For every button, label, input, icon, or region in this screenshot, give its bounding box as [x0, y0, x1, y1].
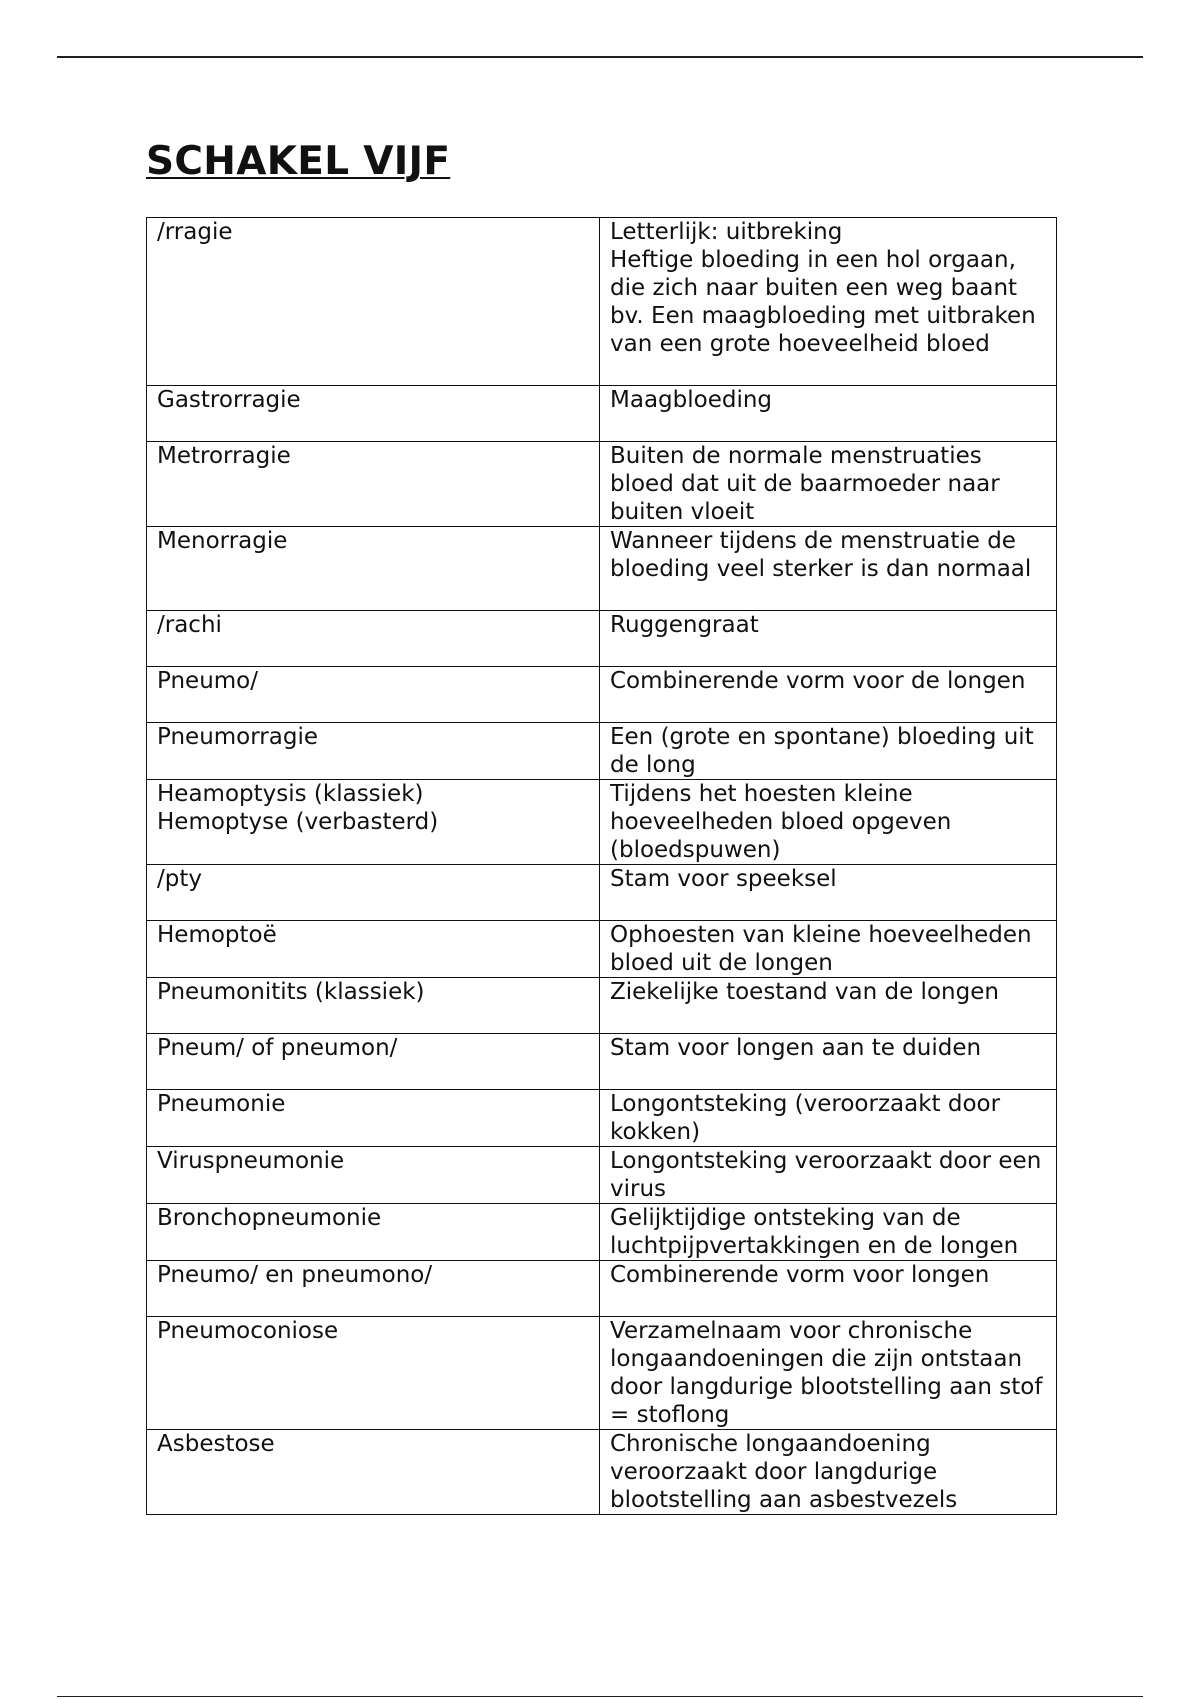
table-row [147, 1261, 1057, 1317]
definition-cell: Longontsteking (veroorzaakt door kokken) [600, 1090, 1057, 1147]
definition-cell: Stam voor longen aan te duiden [600, 1034, 1057, 1090]
definition-cell: Gelijktijdige ontsteking van de luchtpijpvertakkingen en de longen [600, 1204, 1057, 1261]
page-title: SCHAKEL VIJF [146, 139, 451, 184]
term-cell: Pneumoconiose [147, 1317, 600, 1430]
term-cell: Viruspneumonie [147, 1147, 600, 1204]
term-cell: Gastrorragie [147, 386, 600, 442]
definition-cell: Ruggengraat [600, 611, 1057, 667]
term-cell: Pneumorragie [147, 723, 600, 780]
term-cell: Pneumo/ [147, 667, 600, 723]
table-row [147, 1034, 1057, 1090]
definition-cell: Letterlijk: uitbreking Heftige bloeding in een hol orgaan, die zich naar buiten een weg baant bv. Een maagbloeding met uitbraken van een grote hoeveelheid bloed [600, 218, 1057, 386]
top-rule [57, 56, 1143, 58]
table-row [147, 667, 1057, 723]
definition-cell: Chronische longaandoening veroorzaakt door langdurige blootstelling aan asbestvezels [600, 1430, 1057, 1515]
table-row [147, 921, 1057, 978]
table-row [147, 1147, 1057, 1204]
term-cell: Heamoptysis (klassiek) Hemoptyse (verbasterd) [147, 780, 600, 865]
table-row [147, 442, 1057, 527]
table-row [147, 1317, 1057, 1430]
term-cell: Menorragie [147, 527, 600, 611]
table-row [147, 978, 1057, 1034]
definition-cell: Een (grote en spontane) bloeding uit de long [600, 723, 1057, 780]
definition-cell: Combinerende vorm voor longen [600, 1261, 1057, 1317]
term-cell: Pneumonie [147, 1090, 600, 1147]
term-cell: Asbestose [147, 1430, 600, 1515]
table-row [147, 1204, 1057, 1261]
term-cell: /rachi [147, 611, 600, 667]
table-row [147, 1090, 1057, 1147]
term-cell: Hemoptoë [147, 921, 600, 978]
table-row [147, 527, 1057, 611]
table-row [147, 218, 1057, 386]
terms-table [146, 217, 1057, 1515]
table-row [147, 386, 1057, 442]
definition-cell: Ziekelijke toestand van de longen [600, 978, 1057, 1034]
bottom-rule [57, 1696, 1143, 1697]
term-cell: Pneumonitits (klassiek) [147, 978, 600, 1034]
table-row [147, 723, 1057, 780]
definition-cell: Wanneer tijdens de menstruatie de bloeding veel sterker is dan normaal [600, 527, 1057, 611]
definition-cell: Maagbloeding [600, 386, 1057, 442]
table-row [147, 780, 1057, 865]
table-row [147, 865, 1057, 921]
term-cell: Pneum/ of pneumon/ [147, 1034, 600, 1090]
terms-table-body [147, 218, 1057, 1515]
term-cell: /pty [147, 865, 600, 921]
term-cell: Bronchopneumonie [147, 1204, 600, 1261]
definition-cell: Stam voor speeksel [600, 865, 1057, 921]
definition-cell: Longontsteking veroorzaakt door een virus [600, 1147, 1057, 1204]
term-cell: Pneumo/ en pneumono/ [147, 1261, 600, 1317]
definition-cell: Combinerende vorm voor de longen [600, 667, 1057, 723]
definition-cell: Tijdens het hoesten kleine hoeveelheden bloed opgeven (bloedspuwen) [600, 780, 1057, 865]
term-cell: /rragie [147, 218, 600, 386]
definition-cell: Ophoesten van kleine hoeveelheden bloed uit de longen [600, 921, 1057, 978]
table-row [147, 1430, 1057, 1515]
table-row [147, 611, 1057, 667]
term-cell: Metrorragie [147, 442, 600, 527]
definition-cell: Buiten de normale menstruaties bloed dat uit de baarmoeder naar buiten vloeit [600, 442, 1057, 527]
definition-cell: Verzamelnaam voor chronische longaandoeningen die zijn ontstaan door langdurige blootstelling aan stof = stoflong [600, 1317, 1057, 1430]
